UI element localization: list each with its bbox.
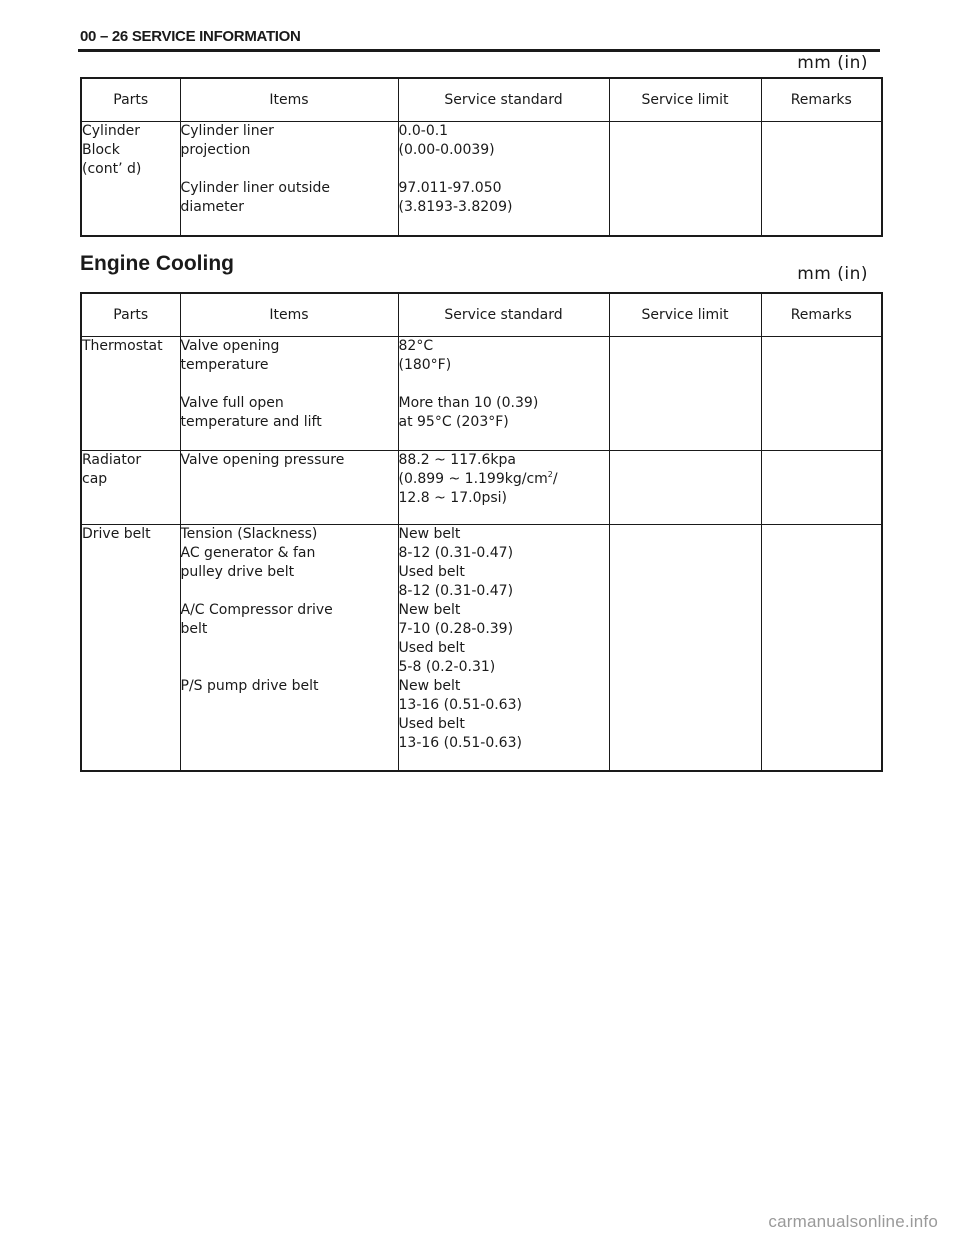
cell-items: Tension (Slackness) AC generator & fan pulley drive belt A/C Compressor drive belt P/S pump drive belt (180, 525, 398, 771)
cell-items: Valve opening pressure (180, 451, 398, 525)
watermark-text: carmanualsonline.info (768, 1212, 938, 1231)
cell-service-standard (398, 451, 609, 525)
cell-remarks (761, 122, 882, 236)
cell-service-limit (609, 525, 761, 771)
column-header-service-limit: Service limit (609, 293, 761, 337)
cell-remarks (761, 451, 882, 525)
cell-service-standard: 0.0-0.1 (0.00-0.0039) 97.011-97.050 (3.8193-3.8209) (398, 122, 609, 236)
engine-cooling-table (80, 292, 883, 772)
cell-service-standard: 82°C (180°F) More than 10 (0.39) at 95°C (203°F) (398, 337, 609, 451)
cell-service-standard: New belt 8-12 (0.31-0.47) Used belt 8-12 (0.31-0.47) New belt 7-10 (0.28-0.39) Used belt 5-8 (0.2-0.31) New belt 13-16 (0.51-0.63) Used belt 13-16 (0.51-0.63) (398, 525, 609, 771)
table-row-thermostat (81, 337, 882, 451)
column-header-remarks: Remarks (761, 78, 882, 122)
unit-label-table1: mm (in) (797, 53, 868, 73)
std-line: 12.8 ~ 17.0psi) (398, 490, 508, 506)
cell-remarks (761, 337, 882, 451)
column-header-parts: Parts (81, 78, 180, 122)
column-header-items: Items (180, 78, 398, 122)
cell-remarks (761, 525, 882, 771)
cell-parts: Radiator cap (81, 451, 180, 525)
unit-label-table2: mm (in) (797, 264, 868, 284)
std-line: 88.2 ~ 117.6kpa (398, 452, 516, 468)
column-header-parts: Parts (81, 293, 180, 337)
table-header-row (81, 293, 882, 337)
section-title-engine-cooling: Engine Cooling (80, 252, 234, 275)
cell-service-limit (609, 337, 761, 451)
cylinder-block-table (80, 77, 883, 237)
header-rule (78, 49, 880, 52)
cell-parts: Thermostat (81, 337, 180, 451)
column-header-service-standard: Service standard (398, 78, 609, 122)
cell-parts: Drive belt (81, 525, 180, 771)
column-header-remarks: Remarks (761, 293, 882, 337)
cell-service-limit (609, 451, 761, 525)
column-header-service-standard: Service standard (398, 293, 609, 337)
column-header-items: Items (180, 293, 398, 337)
table-row-radiator-cap (81, 451, 882, 525)
column-header-service-limit: Service limit (609, 78, 761, 122)
table-row-drive-belt (81, 525, 882, 771)
cell-service-limit (609, 122, 761, 236)
std-line: (0.899 ~ $1.199kg/cm^2/$ (398, 470, 558, 487)
table-header-row (81, 78, 882, 122)
page-header-title: 00 – 26 SERVICE INFORMATION (80, 28, 301, 45)
cell-items: Cylinder liner projection Cylinder liner outside diameter (180, 122, 398, 236)
cell-items: Valve opening temperature Valve full open temperature and lift (180, 337, 398, 451)
cell-parts: Cylinder Block (cont’ d) (81, 122, 180, 236)
table-row-cylinder-block (81, 122, 882, 236)
